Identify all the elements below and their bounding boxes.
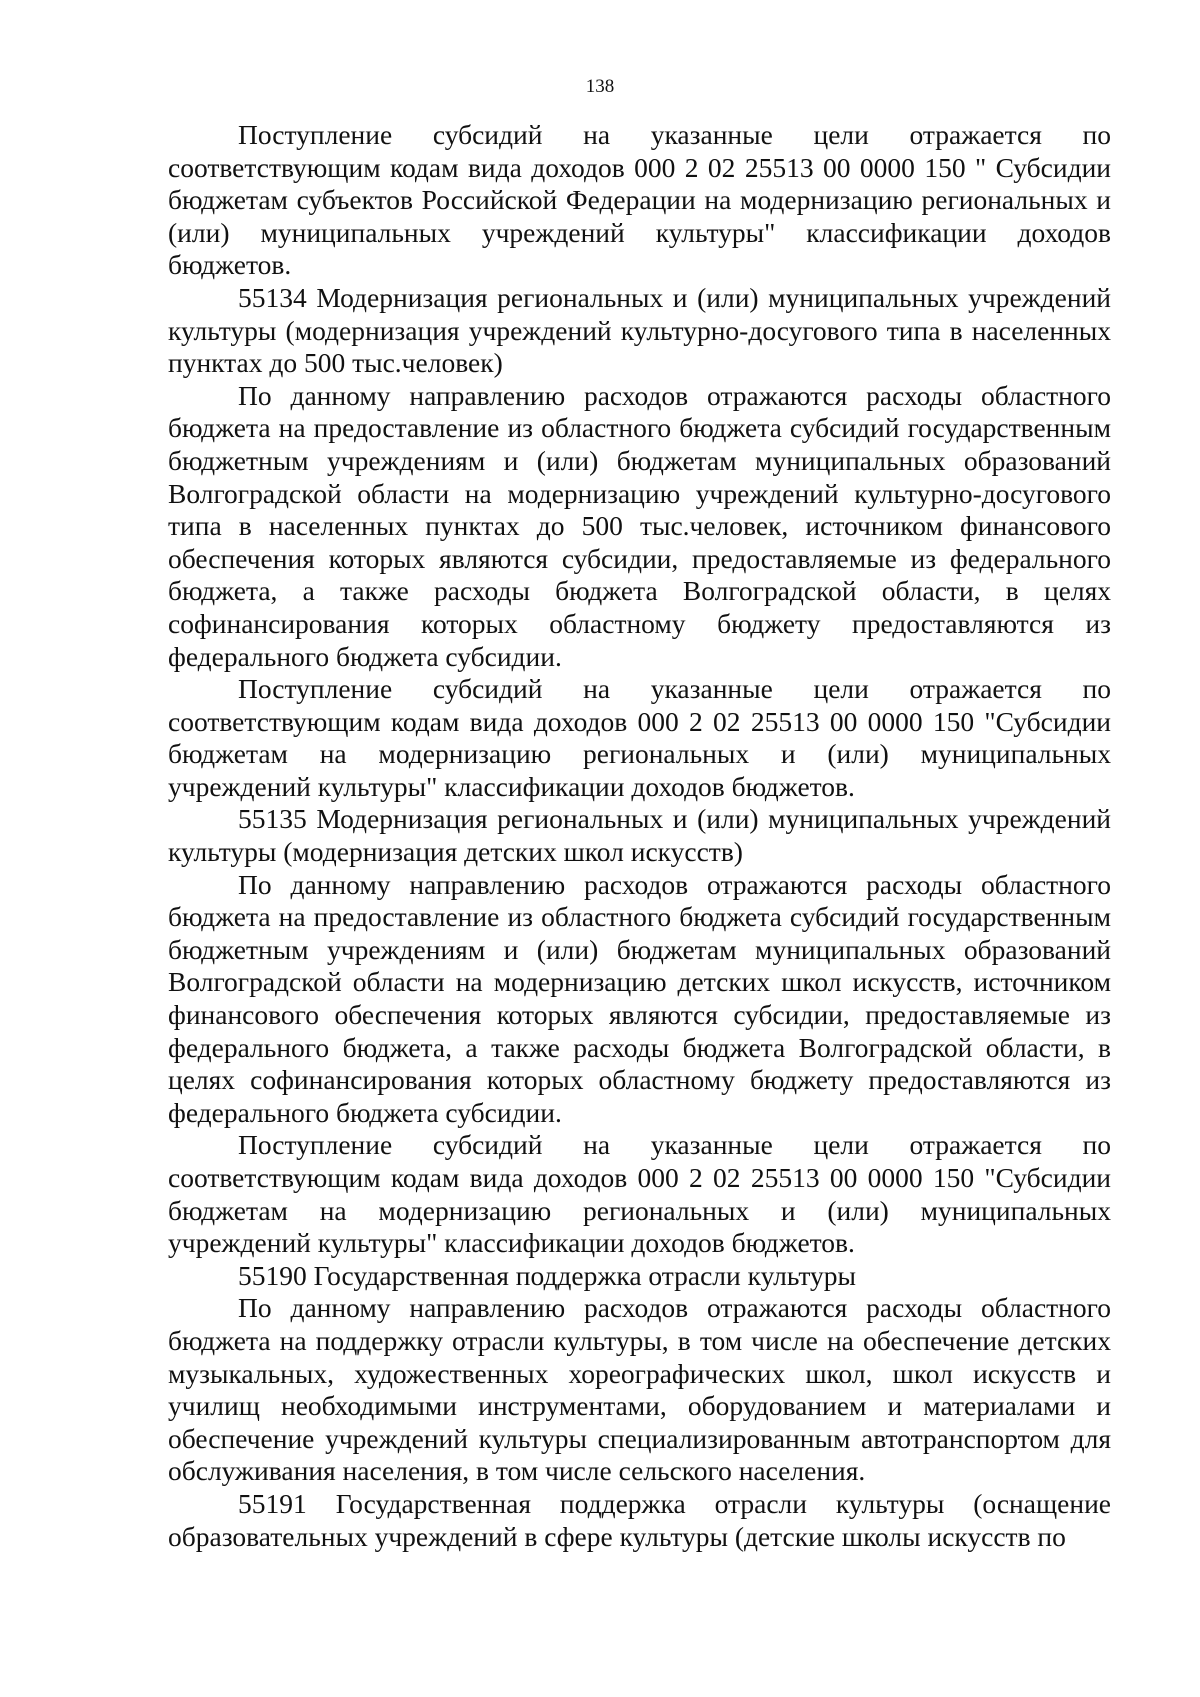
paragraph: По данному направлению расходов отражаются расходы областного бюджета на поддержку отрасли культуры, в том числе на обеспечение детских музыкальных, художественных хореографических школ, школ искусств и училищ необходимыми инструментами, оборудованием и материалами и обеспечение учреждений культуры специализированным автотранспортом для обслуживания населения, в том числе сельского населения. [168, 1292, 1111, 1487]
document-body [168, 119, 1111, 1553]
paragraph: Поступление субсидий на указанные цели отражается по соответствующим кодам вида доходов 000 2 02 25513 00 0000 150 " Субсидии бюджетам субъектов Российской Федерации на модернизацию региональных и (или) муниципальных учреждений культуры" классификации доходов бюджетов. [168, 119, 1111, 281]
paragraph: По данному направлению расходов отражаются расходы областного бюджета на предоставление из областного бюджета субсидий государственным бюджетным учреждениям и (или) бюджетам муниципальных образований Волгоградской области на модернизацию учреждений культурно-досугового типа в населенных пунктах до 500 тыс.человек, источником финансового обеспечения которых являются субсидии, предоставляемые из федерального бюджета, а также расходы бюджета Волгоградской области, в целях софинансирования которых областному бюджету предоставляются из федерального бюджета субсидии. [168, 379, 1111, 672]
section-heading-55191: 55191 Государственная поддержка отрасли культуры (оснащение образовательных учреждений в сфере культуры (детские школы искусств по [168, 1487, 1111, 1552]
paragraph: По данному направлению расходов отражаются расходы областного бюджета на предоставление из областного бюджета субсидий государственным бюджетным учреждениям и (или) бюджетам муниципальных образований Волгоградской области на модернизацию детских школ искусств, источником финансового обеспечения которых являются субсидии, предоставляемые из федерального бюджета, а также расходы бюджета Волгоградской области, в целях софинансирования которых областному бюджету предоставляются из федерального бюджета субсидии. [168, 868, 1111, 1128]
paragraph: Поступление субсидий на указанные цели отражается по соответствующим кодам вида доходов 000 2 02 25513 00 0000 150 "Субсидии бюджетам на модернизацию региональных и (или) муниципальных учреждений культуры" классификации доходов бюджетов. [168, 673, 1111, 802]
section-heading-55135: 55135 Модернизация региональных и (или) муниципальных учреждений культуры (модернизация детских школ искусств) [168, 803, 1111, 868]
page-number: 138 [585, 76, 615, 97]
section-heading-55190: 55190 Государственная поддержка отрасли культуры [238, 1259, 856, 1291]
paragraph: Поступление субсидий на указанные цели отражается по соответствующим кодам вида доходов 000 2 02 25513 00 0000 150 "Субсидии бюджетам на модернизацию региональных и (или) муниципальных учреждений культуры" классификации доходов бюджетов. [168, 1129, 1111, 1259]
section-heading-55134: 55134 Модернизация региональных и (или) муниципальных учреждений культуры (модернизация учреждений культурно-досугового типа в населенных пунктах до 500 тыс.человек) [168, 281, 1111, 379]
